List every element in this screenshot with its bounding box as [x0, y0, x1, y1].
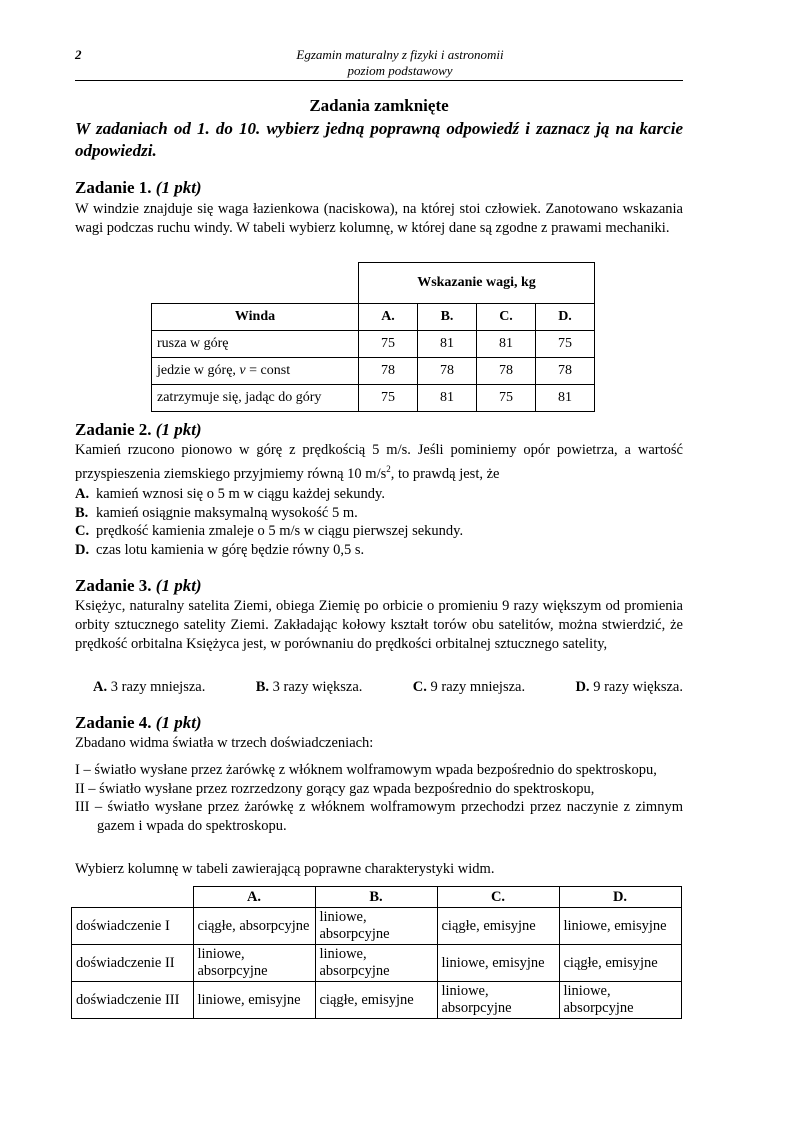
task4-experiments: [75, 761, 683, 835]
cell: liniowe, absorpcyjne: [437, 982, 559, 1019]
task1-text: W windzie znajduje się waga łazienkowa (naciskowa), na której stoi człowiek. Zanotowano wskazania wagi podczas ruchu windy. W tabeli wybierz kolumnę, w której dane są zgodne z prawami mechaniki.: [75, 201, 683, 236]
task3-text: Księżyc, naturalny satelita Ziemi, obiega Ziemię po orbicie o promieniu 9 razy większym od promienia orbity sztucznego satelity Ziemi. Zakładając kołowy kształt torów obu satelitów, można stwierdzić, że prędkość orbitalna Księżyca jest, w porównaniu do prędkości orbitalnej sztucznego satelity,: [75, 598, 683, 652]
option-text: kamień osiągnie maksymalną wysokość 5 m.: [96, 504, 358, 521]
table-corner: [152, 263, 359, 304]
option-letter: C.: [412, 679, 427, 695]
cell: ciągłe, emisyjne: [559, 945, 681, 982]
cell: liniowe, absorpcyjne: [315, 945, 437, 982]
column-header: C.: [477, 304, 536, 331]
cell: 75: [359, 331, 418, 358]
header-subtitle: poziom podstawowy: [347, 63, 453, 78]
option-text: kamień wznosi się o 5 m w ciągu każdej sekundy.: [96, 486, 385, 502]
cell: liniowe, absorpcyjne: [559, 982, 681, 1019]
answer-option: [575, 679, 683, 696]
task2-heading: [75, 420, 202, 440]
experiment-item: [75, 780, 683, 799]
task3-options: [93, 679, 683, 696]
answer-option: [75, 541, 463, 560]
option-letter: A.: [93, 679, 108, 695]
task3-heading: [75, 576, 202, 596]
cell: 81: [477, 331, 536, 358]
task4-intro: Zbadano widma światła w trzech doświadczeniach:: [75, 735, 374, 751]
cell: ciągłe, absorpcyjne: [193, 908, 315, 945]
task4-points: (1 pkt): [155, 713, 202, 732]
column-header: D.: [559, 887, 681, 908]
row-label: doświadczenie II: [72, 945, 194, 982]
column-header: A.: [359, 304, 418, 331]
option-text: prędkość kamienia zmaleje o 5 m/s w ciągu pierwszej sekundy.: [96, 523, 464, 539]
table-row: [72, 982, 682, 1019]
answer-option: [75, 504, 463, 523]
cell: 75: [536, 331, 595, 358]
task3-points: (1 pkt): [155, 576, 202, 595]
option-text: czas lotu kamienia w górę będzie równy 0,5 s.: [96, 541, 365, 558]
task2-options: [75, 485, 463, 559]
cell: liniowe, absorpcyjne: [193, 945, 315, 982]
table-row: [152, 385, 595, 412]
task2-title: Zadanie 2.: [75, 420, 152, 439]
experiment-text: światło wysłane przez żarówkę z włóknem wolframowym przechodzi przez naczynie z zimnym gazem i wpada do spektroskopu.: [97, 799, 683, 834]
task4-heading: [75, 713, 202, 733]
option-text: 3 razy mniejsza.: [110, 679, 206, 695]
cell: liniowe, emisyjne: [193, 982, 315, 1019]
option-text: 9 razy większa.: [593, 679, 683, 695]
table-corner: [72, 887, 194, 908]
cell: 78: [418, 358, 477, 385]
column-header: B.: [418, 304, 477, 331]
cell: 81: [418, 331, 477, 358]
row-label: doświadczenie III: [72, 982, 194, 1019]
cell: 81: [536, 385, 595, 412]
answer-option: [93, 679, 205, 696]
task2-text: [75, 441, 683, 484]
option-letter: D.: [575, 679, 590, 695]
answer-option: [75, 522, 463, 541]
page-number: 2: [75, 47, 82, 62]
experiment-text: światło wysłane przez żarówkę z włóknem wolframowym wpada bezpośrednio do spektroskopu,: [94, 762, 657, 778]
header-divider: [75, 80, 683, 81]
cell: 75: [477, 385, 536, 412]
row-label: rusza w górę: [152, 331, 359, 358]
cell: 78: [536, 358, 595, 385]
task2-text-part: Kamień rzucono pionowo w górę z prędkością 5 m/s. Jeśli pominiemy opór powietrza, a wartość przyspieszenia ziemskiego przyjmiemy równą 10 m/s: [75, 442, 683, 482]
table-row-header: Winda: [152, 304, 359, 331]
option-letter: A.: [75, 486, 90, 502]
experiment-item: [75, 798, 683, 835]
header-title: Egzamin maturalny z fizyki i astronomii: [296, 47, 504, 62]
row-label: doświadczenie I: [72, 908, 194, 945]
task2-points: (1 pkt): [155, 420, 202, 439]
cell: ciągłe, emisyjne: [437, 908, 559, 945]
option-letter: B.: [75, 504, 89, 521]
cell: liniowe, emisyjne: [559, 908, 681, 945]
column-header: D.: [536, 304, 595, 331]
cell: 78: [359, 358, 418, 385]
row-label-text: = const: [245, 363, 291, 378]
task4-title: Zadanie 4.: [75, 713, 152, 732]
experiment-item: [75, 761, 683, 780]
task3-title: Zadanie 3.: [75, 576, 152, 595]
table-row: [72, 945, 682, 982]
option-text: 9 razy mniejsza.: [430, 679, 526, 695]
cell: 81: [418, 385, 477, 412]
cell: 75: [359, 385, 418, 412]
table-row: [152, 358, 595, 385]
velocity-symbol: v: [239, 363, 246, 378]
option-letter: B.: [255, 679, 269, 695]
cell: liniowe, absorpcyjne: [315, 908, 437, 945]
answer-option: [75, 485, 463, 504]
cell: liniowe, emisyjne: [437, 945, 559, 982]
table-row: [152, 331, 595, 358]
answer-option: [256, 679, 363, 696]
experiment-number: II –: [75, 780, 100, 797]
cell: 78: [477, 358, 536, 385]
superscript: 2: [386, 464, 391, 474]
task1-points: (1 pkt): [155, 178, 202, 197]
experiment-number: I –: [75, 762, 95, 778]
row-label: [152, 358, 359, 385]
option-text: 3 razy większa.: [272, 679, 363, 695]
task4-question: Wybierz kolumnę w tabeli zawierającą poprawne charakterystyki widm.: [75, 861, 495, 877]
task1-title: Zadanie 1.: [75, 178, 152, 197]
row-label-text: jedzie w górę,: [157, 363, 240, 378]
section-instruction: W zadaniach od 1. do 10. wybierz jedną poprawną odpowiedź i zaznacz ją na karcie odpowiedzi.: [75, 119, 683, 160]
cell: ciągłe, emisyjne: [315, 982, 437, 1019]
task1-table: [151, 262, 595, 412]
task4-table: [71, 886, 682, 1019]
answer-option: [413, 679, 525, 696]
section-title: Zadania zamknięte: [309, 96, 449, 115]
table-group-header: Wskazanie wagi, kg: [359, 263, 595, 304]
row-label: zatrzymuje się, jadąc do góry: [152, 385, 359, 412]
experiment-number: III –: [75, 799, 108, 815]
option-letter: C.: [75, 523, 90, 539]
column-header: A.: [193, 887, 315, 908]
table-row: [72, 908, 682, 945]
task2-text-part: , to prawdą jest, że: [390, 465, 500, 482]
option-letter: D.: [75, 541, 90, 558]
column-header: B.: [315, 887, 437, 908]
task1-heading: [75, 178, 202, 198]
experiment-text: światło wysłane przez rozrzedzony gorący gaz wpada bezpośrednio do spektroskopu,: [99, 780, 595, 797]
column-header: C.: [437, 887, 559, 908]
